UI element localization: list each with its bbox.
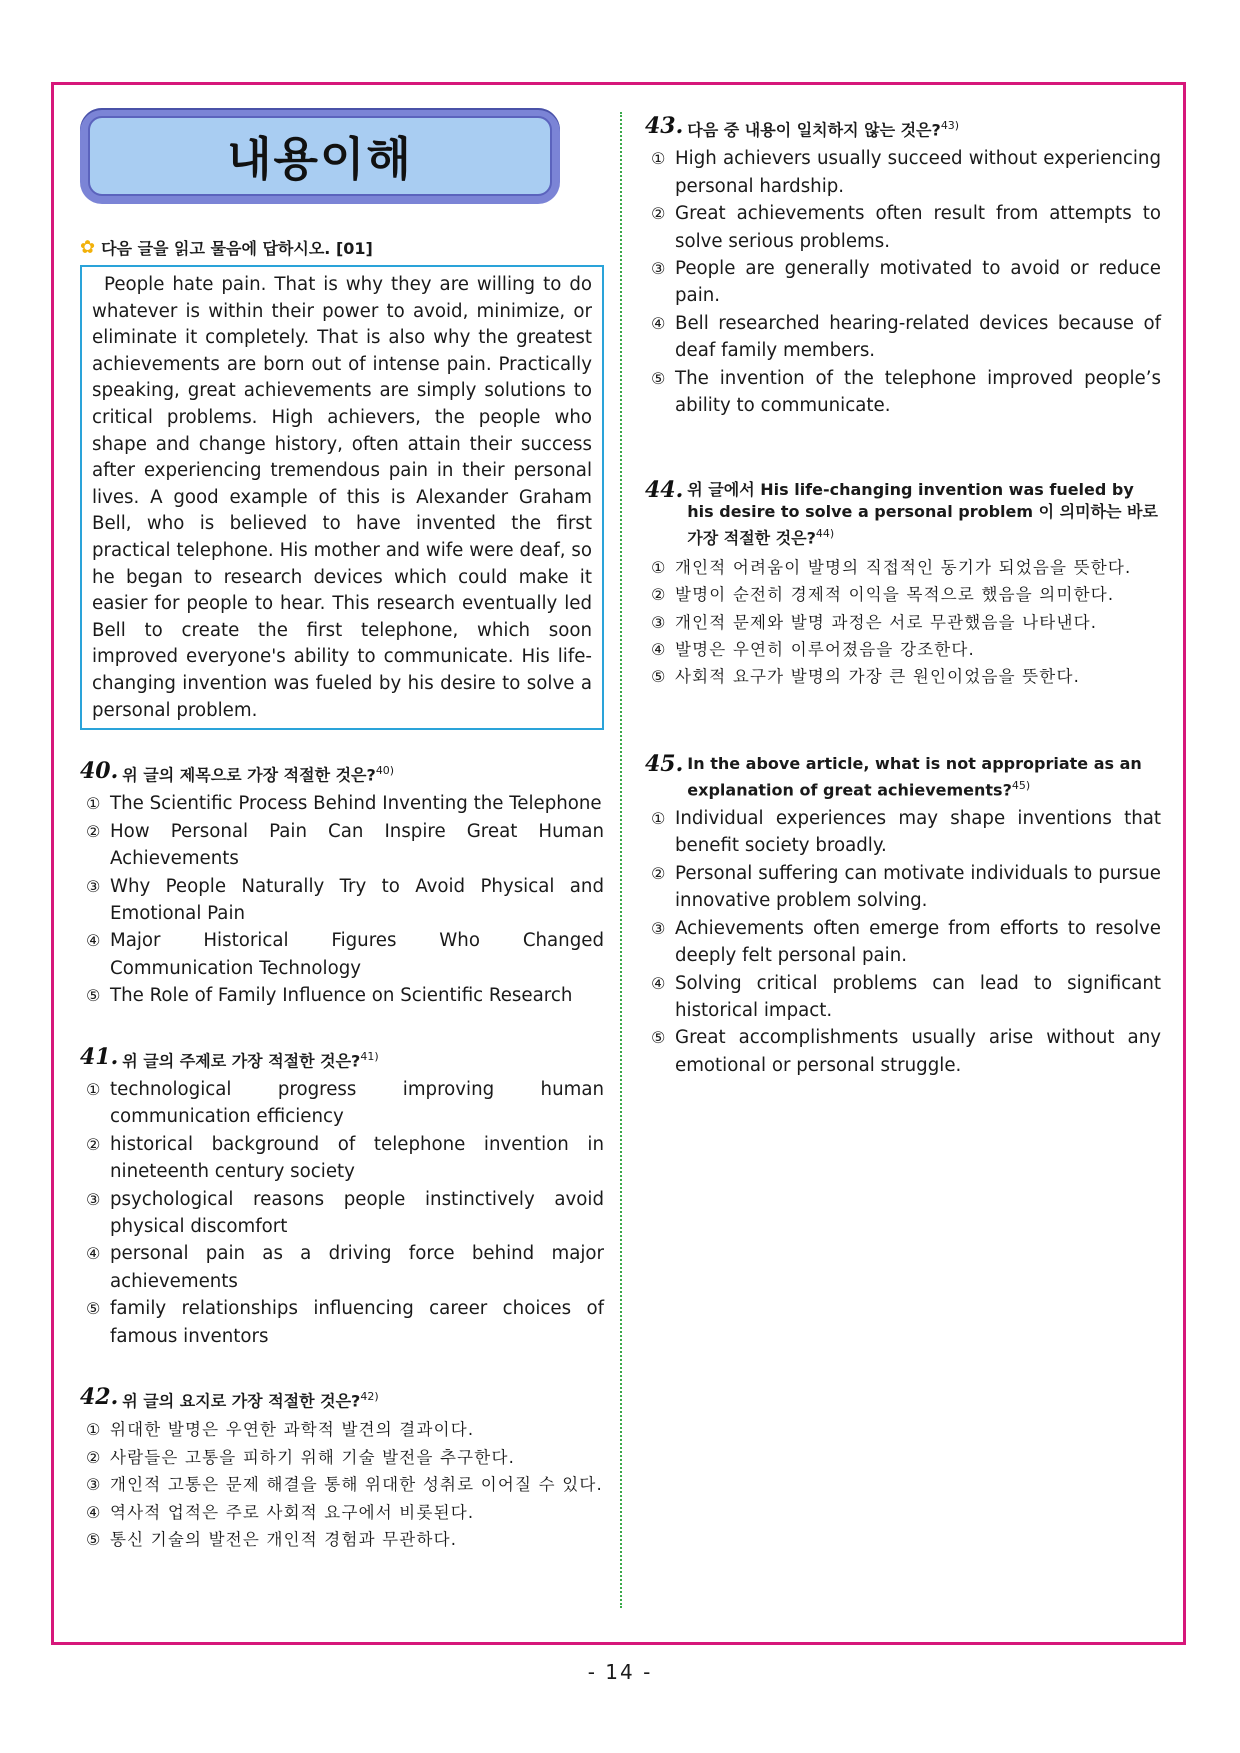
footnote-ref: 42) — [360, 1390, 379, 1404]
question-number: 42. — [80, 1384, 119, 1411]
option-2[interactable]: ② Personal suffering can motivate individuals to pursue innovative problem solving. — [651, 862, 1161, 912]
footnote-ref: 45) — [1011, 778, 1031, 792]
option-4[interactable]: ④ 발명은 우연히 이루어졌음을 강조한다. — [651, 639, 976, 659]
question-40 — [80, 760, 604, 1010]
option-2[interactable]: ② 발명이 순전히 경제적 이익을 목적으로 했음을 의미한다. — [651, 585, 1115, 605]
option-2[interactable]: ② historical background of telephone invention in nineteenth century society — [86, 1133, 604, 1183]
option-1[interactable]: ① technological progress improving human communication efficiency — [86, 1079, 604, 1128]
option-list — [645, 145, 1161, 419]
question-text: 다음 중 내용이 일치하지 않는 것은? — [687, 120, 941, 140]
question-44 — [645, 479, 1161, 690]
question-41 — [80, 1043, 604, 1350]
option-2[interactable]: ② Great achievements often result from attempts to solve serious problems. — [651, 203, 1161, 252]
option-1[interactable]: ① 개인적 어려움이 발명의 직접적인 동기가 되었음을 뜻한다. — [651, 557, 1132, 577]
option-3[interactable]: ③ 개인적 고통은 문제 해결을 통해 위대한 성취로 이어질 수 있다. — [86, 1475, 603, 1495]
option-3[interactable]: ③ Why People Naturally Try to Avoid Physical and Emotional Pain — [86, 875, 604, 925]
question-text: 위 글의 주제로 가장 적절한 것은? — [122, 1051, 361, 1070]
option-5[interactable]: ⑤ 사회적 요구가 발명의 가장 큰 원인이었음을 뜻한다. — [651, 667, 1081, 687]
footnote-ref: 44) — [815, 527, 835, 541]
question-text: 위 글의 제목으로 가장 적절한 것은? — [122, 765, 376, 785]
option-list — [80, 1416, 604, 1553]
option-4[interactable]: ④ Bell researched hearing-related devices because of deaf family members. — [651, 312, 1161, 362]
option-list — [645, 554, 1161, 691]
option-list — [645, 805, 1161, 1079]
right-column — [645, 115, 1161, 1079]
option-4[interactable]: ④ Major Historical Figures Who Changed Communication Technology — [86, 930, 604, 979]
option-list — [80, 1076, 604, 1350]
option-3[interactable]: ③ People are generally motivated to avoid or reduce pain. — [651, 257, 1161, 307]
question-number: 44. — [645, 477, 684, 504]
question-number: 43. — [645, 113, 684, 139]
instruction — [80, 236, 604, 259]
footnote-ref: 43) — [940, 119, 960, 132]
section-title: 내용이해 — [227, 132, 413, 186]
option-2[interactable]: ② 사람들은 고통을 피하기 위해 기술 발전을 추구한다. — [86, 1447, 516, 1467]
page-number: - 14 - — [587, 1660, 653, 1684]
question-text: In the above article, what is not appropriate as an explanation of great achievements? — [687, 753, 1142, 800]
option-4[interactable]: ④ personal pain as a driving force behind major achievements — [86, 1243, 604, 1292]
option-3[interactable]: ③ psychological reasons people instinctively avoid physical discomfort — [86, 1188, 604, 1238]
option-1[interactable]: ① Individual experiences may shape inventions that benefit society broadly. — [651, 808, 1161, 857]
option-list — [80, 790, 604, 1009]
question-number: 45. — [645, 750, 684, 777]
option-3[interactable]: ③ 개인적 문제와 발명 과정은 서로 무관했음을 나타낸다. — [651, 612, 1098, 632]
option-5[interactable]: ⑤ The invention of the telephone improved people’s ability to communicate. — [651, 367, 1161, 416]
footnote-ref: 40) — [375, 764, 395, 778]
question-text: 위 글에서 His life-changing invention was fueled by his desire to solve a personal problem 이 의미하는 바로 가장 적절한 것은? — [687, 480, 1158, 548]
option-1[interactable]: ① High achievers usually succeed without experiencing personal hardship. — [651, 148, 1161, 197]
option-4[interactable]: ④ 역사적 업적은 주로 사회적 요구에서 비롯된다. — [86, 1502, 475, 1522]
question-42 — [80, 1386, 604, 1553]
option-5[interactable]: ⑤ family relationships influencing career choices of famous inventors — [86, 1298, 604, 1347]
question-number: 41. — [80, 1043, 119, 1070]
option-5[interactable]: ⑤ Great accomplishments usually arise without any emotional or personal struggle. — [651, 1027, 1161, 1076]
option-5[interactable]: ⑤ The Role of Family Influence on Scientific Research — [86, 985, 573, 1007]
option-1[interactable]: ① 위대한 발명은 우연한 과학적 발견의 결과이다. — [86, 1420, 475, 1440]
option-2[interactable]: ② How Personal Pain Can Inspire Great Human Achievements — [86, 820, 604, 870]
flower-icon: ✿ — [80, 237, 96, 258]
option-3[interactable]: ③ Achievements often emerge from efforts to resolve deeply felt personal pain. — [651, 917, 1161, 967]
instruction-text: 다음 글을 읽고 물음에 답하시오. [01] — [101, 239, 373, 258]
option-5[interactable]: ⑤ 통신 기술의 발전은 개인적 경험과 무관하다. — [86, 1530, 458, 1550]
question-number: 40. — [80, 758, 119, 785]
footnote-ref: 41) — [360, 1049, 379, 1063]
title-banner — [80, 108, 560, 204]
question-43 — [645, 115, 1161, 419]
option-1[interactable]: ① The Scientific Process Behind Inventing the Telephone — [86, 793, 602, 815]
reading-passage: People hate pain. That is why they are willing to do whatever is within their power to avoid, minimize, or eliminate it completely. That is also why the greatest achievements are born out of intense pain. Practically speaking, great achievements are simply solutions to critical problems. High achievers, the people who shape and change history, often attain their success after experiencing tremendous pain in their personal lives. A good example of this is Alexander Graham Bell, who is believed to have invented the first practical telephone. His mother and wife were deaf, so he began to research devices which could make it easier for people to hear. This research eventually led Bell to create the first telephone, which soon improved everyone's ability to communicate. His life-changing invention was fueled by his desire to solve a personal problem. — [80, 265, 604, 730]
option-4[interactable]: ④ Solving critical problems can lead to significant historical impact. — [651, 972, 1161, 1021]
question-text: 위 글의 요지로 가장 적절한 것은? — [122, 1391, 361, 1411]
left-column — [80, 108, 604, 1553]
question-45 — [645, 750, 1161, 1079]
column-divider — [620, 112, 622, 1608]
